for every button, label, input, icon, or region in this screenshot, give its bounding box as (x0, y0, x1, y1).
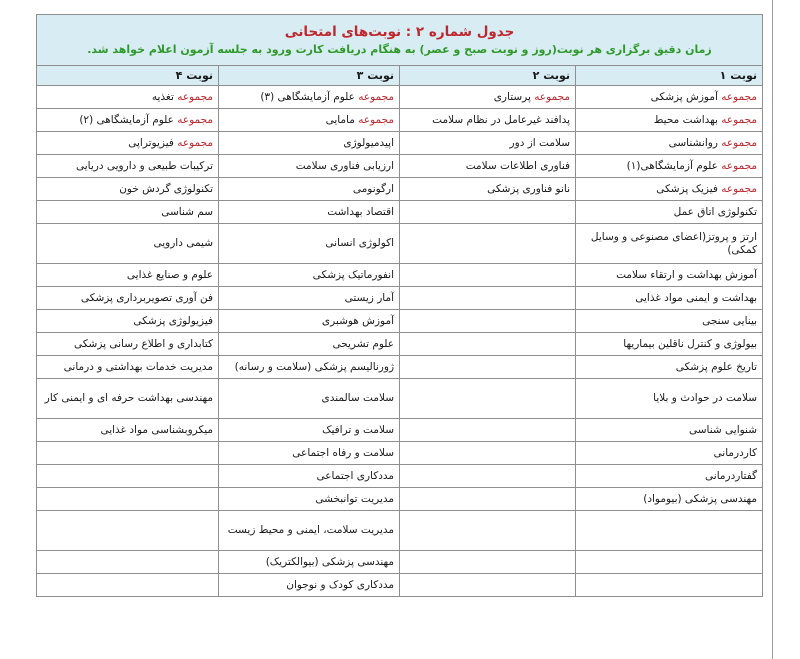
table-row (37, 551, 763, 574)
table-cell-shift-2 (400, 224, 576, 264)
group-keyword: مجموعه (177, 90, 214, 103)
table-cell-shift-2 (400, 155, 576, 178)
cell-text: مدیریت سلامت، ایمنی و محیط زیست (227, 524, 395, 536)
group-keyword: مجموعه (721, 182, 758, 195)
table-cell-shift-2 (400, 310, 576, 333)
table-cell-shift-2 (400, 86, 576, 109)
table-cell-shift-3 (219, 551, 400, 574)
group-keyword: مجموعه (721, 136, 758, 149)
table-cell-shift-1 (576, 224, 763, 264)
cell-text: کتابداری و اطلاع رسانی پزشکی (73, 337, 214, 350)
cell-text: مدیریت توانبخشی (315, 492, 395, 505)
group-keyword: مجموعه (721, 90, 758, 103)
table-row (37, 155, 763, 178)
table-cell-shift-1 (576, 465, 763, 488)
table-cell-shift-2 (400, 551, 576, 574)
table-cell-shift-3 (219, 442, 400, 465)
cell-text: بهداشت و ایمنی مواد غذایی (635, 291, 758, 304)
table-row (37, 178, 763, 201)
table-cell-shift-4 (37, 574, 219, 597)
table-cell-shift-3 (219, 333, 400, 356)
table-cell-shift-1 (576, 551, 763, 574)
cell-text: آموزش بهداشت و ارتقاء سلامت (616, 268, 758, 281)
cell-text: مهندسی پزشکی (بیوالکتریک) (265, 555, 395, 568)
table-cell-shift-1 (576, 310, 763, 333)
table-row (37, 574, 763, 597)
cell-text: فیزیولوژی پزشکی (133, 314, 214, 327)
table-cell-shift-3 (219, 465, 400, 488)
cell-text: نانو فناوری پزشکی (487, 182, 571, 195)
table-cell-shift-1 (576, 419, 763, 442)
table-cell-shift-4 (37, 511, 219, 551)
cell-text: سلامت و رفاه اجتماعی (292, 446, 395, 459)
table-cell-shift-2 (400, 356, 576, 379)
table-cell-shift-3 (219, 155, 400, 178)
table-title-cell (37, 15, 763, 66)
exam-schedule-sheet (36, 14, 762, 597)
table-cell-shift-1 (576, 201, 763, 224)
cell-text: تکنولوژی اتاق عمل (673, 205, 758, 218)
table-cell-shift-2 (400, 178, 576, 201)
table-cell-shift-3 (219, 488, 400, 511)
table-cell-shift-2 (400, 201, 576, 224)
table-cell-shift-4 (37, 132, 219, 155)
table-row (37, 356, 763, 379)
cell-text: اکولوژی انسانی (325, 237, 395, 249)
cell-text: فن آوری تصویربرداری پزشکی (80, 291, 214, 304)
group-keyword: مجموعه (721, 159, 758, 172)
cell-text: بهداشت محیط (653, 113, 722, 126)
table-cell-shift-4 (37, 333, 219, 356)
table-cell-shift-2 (400, 511, 576, 551)
table-cell-shift-1 (576, 264, 763, 287)
table-cell-shift-2 (400, 264, 576, 287)
cell-text: بینایی سنجی (702, 314, 758, 327)
table-cell-shift-3 (219, 132, 400, 155)
table-row (37, 224, 763, 264)
table-cell-shift-4 (37, 465, 219, 488)
table-cell-shift-2 (400, 488, 576, 511)
table-cell-shift-3 (219, 287, 400, 310)
table-cell-shift-1 (576, 132, 763, 155)
cell-text: سلامت در حوادث و بلایا (653, 392, 758, 404)
table-cell-shift-4 (37, 379, 219, 419)
cell-text: آموزش پزشکی (650, 90, 722, 103)
table-cell-shift-4 (37, 264, 219, 287)
table-cell-shift-4 (37, 442, 219, 465)
table-cell-shift-3 (219, 178, 400, 201)
cell-text: علوم آزمایشگاهی (۲) (79, 113, 178, 126)
table-cell-shift-2 (400, 419, 576, 442)
table-cell-shift-4 (37, 419, 219, 442)
cell-text: شنوایی شناسی (688, 423, 758, 436)
table-cell-shift-3 (219, 109, 400, 132)
cell-text: سلامت و ترافیک (322, 423, 395, 436)
cell-text: پدافند غیرعامل در نظام سلامت (432, 113, 571, 126)
table-cell-shift-4 (37, 155, 219, 178)
cell-text: علوم آزمایشگاهی(۱) (626, 159, 722, 172)
cell-text: علوم و صنایع غذایی (126, 268, 214, 281)
cell-text: ارتز و پروتز(اعضای مصنوعی و وسایل کمکی) (590, 230, 758, 256)
cell-text: مهندسی بهداشت حرفه ای و ایمنی کار (44, 392, 214, 404)
cell-text: میکروبشناسی مواد غذایی (100, 423, 214, 436)
cell-text: مامایی (325, 113, 359, 126)
table-cell-shift-3 (219, 264, 400, 287)
table-row (37, 511, 763, 551)
table-cell-shift-4 (37, 287, 219, 310)
table-cell-shift-1 (576, 333, 763, 356)
cell-text: مهندسی پزشکی (بیومواد) (643, 492, 758, 505)
cell-text: تغذیه (151, 90, 178, 103)
cell-text: بیولوژی و کنترل ناقلین بیماریها (623, 337, 758, 350)
table-cell-shift-2 (400, 109, 576, 132)
column-header-shift-4: نوبت ۴ (37, 66, 219, 86)
group-keyword: مجموعه (534, 90, 571, 103)
table-row (37, 419, 763, 442)
table-row (37, 109, 763, 132)
table-row (37, 465, 763, 488)
table-cell-shift-4 (37, 178, 219, 201)
cell-text: علوم آزمایشگاهی (۳) (260, 90, 359, 103)
cell-text: ترکیبات طبیعی و دارویی دریایی (76, 159, 214, 172)
exam-schedule-table (36, 14, 763, 597)
cell-text: ژورنالیسم پزشکی (سلامت و رسانه) (234, 360, 395, 373)
table-body (37, 86, 763, 597)
cell-text: ارزیابی فناوری سلامت (295, 159, 395, 172)
cell-text: فناوری اطلاعات سلامت (465, 159, 571, 172)
cell-text: سلامت سالمندی (321, 392, 395, 404)
column-header-row (37, 66, 763, 86)
table-cell-shift-1 (576, 178, 763, 201)
cell-text: علوم تشریحی (332, 337, 395, 350)
group-keyword: مجموعه (177, 136, 214, 149)
table-cell-shift-2 (400, 132, 576, 155)
cell-text: روانشناسی (668, 136, 722, 149)
column-header-shift-2: نوبت ۲ (400, 66, 576, 86)
table-row (37, 287, 763, 310)
table-cell-shift-1 (576, 109, 763, 132)
table-cell-shift-3 (219, 419, 400, 442)
group-keyword: مجموعه (177, 113, 214, 126)
table-row (37, 132, 763, 155)
table-cell-shift-2 (400, 287, 576, 310)
cell-text: پرستاری (493, 90, 535, 103)
cell-text: ارگونومی (352, 182, 395, 195)
table-cell-shift-3 (219, 511, 400, 551)
table-cell-shift-3 (219, 574, 400, 597)
table-cell-shift-1 (576, 511, 763, 551)
table-cell-shift-4 (37, 86, 219, 109)
table-cell-shift-4 (37, 310, 219, 333)
cell-text: اقتصاد بهداشت (327, 205, 395, 218)
cell-text: مددکاری کودک و نوجوان (286, 578, 395, 591)
cell-text: مددکاری اجتماعی (316, 469, 395, 482)
cell-text: تکنولوژی گردش خون (119, 182, 214, 195)
table-row (37, 333, 763, 356)
table-cell-shift-2 (400, 333, 576, 356)
table-cell-shift-3 (219, 86, 400, 109)
cell-text: آمار زیستی (344, 291, 395, 304)
table-cell-shift-3 (219, 310, 400, 333)
table-cell-shift-1 (576, 488, 763, 511)
table-cell-shift-4 (37, 551, 219, 574)
table-row (37, 379, 763, 419)
column-header-shift-3: نوبت ۳ (219, 66, 400, 86)
cell-text: تاریخ علوم پزشکی (675, 360, 758, 373)
cell-text: اپیدمیولوژی (343, 136, 395, 149)
cell-text: انفورماتیک پزشکی (312, 268, 395, 281)
table-cell-shift-1 (576, 86, 763, 109)
table-cell-shift-1 (576, 155, 763, 178)
table-cell-shift-4 (37, 224, 219, 264)
table-cell-shift-1 (576, 574, 763, 597)
table-cell-shift-2 (400, 574, 576, 597)
table-title: جدول شماره ۲ : نوبت‌های امتحانی (284, 23, 515, 40)
group-keyword: مجموعه (358, 90, 395, 103)
cell-text: شیمی دارویی (153, 237, 214, 249)
table-cell-shift-4 (37, 488, 219, 511)
table-cell-shift-4 (37, 201, 219, 224)
table-row (37, 310, 763, 333)
table-cell-shift-1 (576, 442, 763, 465)
table-cell-shift-2 (400, 465, 576, 488)
table-cell-shift-3 (219, 201, 400, 224)
cell-text: سم شناسی (161, 205, 214, 218)
table-cell-shift-1 (576, 356, 763, 379)
table-cell-shift-3 (219, 224, 400, 264)
table-cell-shift-1 (576, 379, 763, 419)
table-cell-shift-3 (219, 356, 400, 379)
table-row (37, 264, 763, 287)
cell-text: مدیریت خدمات بهداشتی و درمانی (63, 360, 214, 373)
table-row (37, 86, 763, 109)
cell-text: فیزیوتراپی (128, 136, 178, 149)
table-subtitle: زمان دقیق برگزاری هر نوبت(روز و نوبت صبح و عصر) به هنگام دریافت کارت ورود به جلسه آزمون اعلام خواهد شد. (87, 42, 712, 56)
table-cell-shift-3 (219, 379, 400, 419)
group-keyword: مجموعه (721, 113, 758, 126)
cell-text: کاردرمانی (713, 446, 758, 459)
cell-text: سلامت از دور (509, 136, 571, 149)
column-header-shift-1: نوبت ۱ (576, 66, 763, 86)
table-row (37, 201, 763, 224)
cell-text: فیزیک پزشکی (656, 182, 722, 195)
table-cell-shift-2 (400, 379, 576, 419)
cell-text: آموزش هوشبری (321, 314, 395, 327)
table-cell-shift-1 (576, 287, 763, 310)
table-row (37, 442, 763, 465)
table-cell-shift-4 (37, 109, 219, 132)
cell-text: گفتاردرمانی (705, 469, 758, 482)
table-cell-shift-2 (400, 442, 576, 465)
table-row (37, 488, 763, 511)
group-keyword: مجموعه (358, 113, 395, 126)
table-cell-shift-4 (37, 356, 219, 379)
